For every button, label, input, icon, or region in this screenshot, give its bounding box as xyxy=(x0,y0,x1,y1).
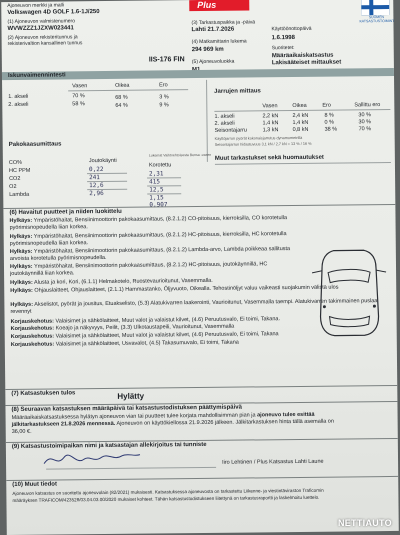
exhaust-idle-value: 241 xyxy=(89,174,100,181)
brake-row-label: 1. akseli xyxy=(214,114,234,120)
other-checks-title: Muut tarkastukset sekä huomautukset xyxy=(215,155,324,162)
flag-caption: SUOMEN KATSASTUSTOIMINTA xyxy=(359,15,393,23)
shock-cell: 70 % xyxy=(72,93,85,99)
registration-label: (2) Ajoneuvon rekisteritunnus ja xyxy=(8,34,78,41)
defect-kind: Korjauskehotus: xyxy=(11,342,54,348)
defect-kind: Hylkäys: xyxy=(10,249,33,255)
signature-title: (9) Katsastustoimipaikan nimi ja katsastajan allekirjoitus tai tunniste xyxy=(12,442,207,450)
inspection-certificate xyxy=(1,0,399,535)
other-info-title: (10) Muut tiedot xyxy=(12,482,57,488)
exhaust-raised-value: 1,15 xyxy=(149,194,164,201)
next-inspection-title: (8) Seuraavan katsastuksen määräpäivä tai katsastustodistuksen päättymispäivä xyxy=(11,405,242,413)
brake-cell: 0,8 kN xyxy=(293,127,309,133)
shock-header-left: Vasen xyxy=(72,83,87,89)
brake-cell: 8 % xyxy=(324,113,334,119)
shock-cell: 9 % xyxy=(159,102,169,108)
exhaust-raised-value: 0,907 xyxy=(149,201,167,208)
brake-cell: 38 % xyxy=(325,127,338,133)
finland-flag-icon xyxy=(361,0,389,15)
other-info-text-1: Ajoneuvon katsastus on suoritettu ajoneuvolain (82/2021) mukaisesti. Katsastuksessa ajoneuvosta on tarkastettu Liikenne- ja viestintäviraston Traficomin xyxy=(12,488,323,496)
exhaust-note: Lukemat Vaihtoehtoisesta Bensa -vasen xyxy=(149,153,211,158)
brake-cell: 30 % xyxy=(358,112,371,118)
first-use-value: 1.6.1998 xyxy=(272,35,295,41)
shock-cell: 68 % xyxy=(115,95,128,101)
make-model-label: Ajoneuvon merkki ja malli xyxy=(7,2,64,9)
exhaust-title: Pakokaasumittaus xyxy=(9,141,62,148)
performed-value-2: Lakisääteiset mittaukset xyxy=(272,60,341,67)
exhaust-idle-value: 2,96 xyxy=(89,190,104,197)
exhaust-raised-value: 415 xyxy=(149,178,160,185)
vehicle-class-label: (5) Ajoneuvoluokka xyxy=(192,59,235,65)
defect-text: Valaisimet ja sähkölaitteet, Usvavalot, (4.5) Takasumuvalo, Ei toimi, Takana xyxy=(56,340,239,348)
exhaust-raised-value: 2,31 xyxy=(149,170,164,177)
next-inspection-text-1: Määräaikaiskatsastuksessa hylätyn ajoneuvon vian tai puutteet tulee korjata mahdollisimman pian ja xyxy=(12,412,256,421)
brake-cell: 30 % xyxy=(358,119,371,125)
exhaust-idle-value: 0,22 xyxy=(89,166,104,173)
car-outline-icon xyxy=(304,246,397,344)
exhaust-raised-value: 12,5 xyxy=(149,186,164,193)
inspection-place-label: (3) Tarkastuspaikka ja -päivä xyxy=(191,19,255,26)
shock-header-right: Oikea xyxy=(115,83,129,89)
brake-row-label: 2. akseli xyxy=(214,121,234,127)
defects-title: (6) Havaitut puutteet ja niiden luokittelu xyxy=(9,209,121,216)
nettiauto-watermark: NETTIAUTO xyxy=(338,518,392,528)
defect-text: Ympäristöhaitat, Bensiinimoottorin pakokaasumittaus, (8.2.1.2) CO-pitoisuus, kierroksilla, CO korotetulla pyörimisnopeudella liian korkea. xyxy=(10,215,287,231)
brake-cell: 1,3 kN xyxy=(263,127,279,133)
exhaust-row-label: CO% xyxy=(9,160,22,166)
defect-item xyxy=(10,261,300,278)
inspector-name: Iiro Lehtinen / Plus Katsastus Lahti Laune xyxy=(222,459,324,466)
defect-text: Ohjauslaitteet, Ohjauslaitteet, (2.1.1) Hammastanko, Öljyvuoto, Oikealla. Tehostinöljyt valuu vaikeasti suojakumin välistä ulos xyxy=(34,285,338,294)
defect-kind: Hylkäys: xyxy=(10,280,33,286)
brakes-note-1: Käyttöjarrun pyörät kokonaisjarrutus dynamometrillä xyxy=(215,136,303,141)
make-model-value: Volkswagen 4D GOLF 1.6-1J/250 xyxy=(7,9,99,16)
shock-header-diff: Ero xyxy=(159,82,168,88)
defect-text: Ympäristöhaitat, Bensiinimoottorin pakokaasumittaus, (8.2.1.2) Lambda-arvo, Lambda poikkeaa sallitusta arvoista korotetulla pyörimisnopeudella. xyxy=(10,246,290,262)
shock-cell: 58 % xyxy=(72,101,85,107)
defect-kind: Hylkäys: xyxy=(10,264,33,270)
defect-kind: Korjauskehotus: xyxy=(11,326,54,332)
brake-cell: 1,4 kN xyxy=(292,120,308,126)
exhaust-col-raised: Korotettu xyxy=(149,162,171,168)
shock-row-label: 1. akseli xyxy=(8,94,28,100)
result-title: (7) Katsastuksen tulos xyxy=(11,390,75,397)
registration-value: IIS-176 FIN xyxy=(149,56,185,63)
defect-text: Valaisimet ja sähkölaitteet, Muut valot ja valaistut kilvet, (4.6) Peruutusvalo, Ei toimi, Takana xyxy=(56,331,279,339)
measurements-header xyxy=(2,68,394,80)
inspection-place-value: Lahti 21.7.2026 xyxy=(191,27,234,33)
exhaust-idle-value: 12,6 xyxy=(89,182,104,189)
brakes-header: Ero xyxy=(322,103,331,109)
odometer-value: 294 969 km xyxy=(192,47,224,53)
next-inspection-deadline: jälkitarkastukseen 21.8.2026 mennessä. xyxy=(12,421,116,428)
defect-kind: Korjauskehotus: xyxy=(11,334,54,340)
brake-cell: 2,4 kN xyxy=(292,113,308,119)
brake-cell: 2,2 kN xyxy=(262,113,278,119)
defect-kind: Korjauskehotus: xyxy=(11,319,54,325)
signature-scribble xyxy=(42,447,142,475)
registration-label-2: rekisterivaltion kansallinen tunnus xyxy=(8,40,83,47)
vin-label: (1) Ajoneuvon valmistenumero xyxy=(7,18,75,25)
defect-item xyxy=(9,215,299,232)
shock-row-label: 2. akseli xyxy=(8,102,28,108)
next-inspection-price: 36,00 €. xyxy=(12,429,32,435)
next-inspection-text-2: Ajoneuvon on käyttökiellossa 21.9.2026 jälkeen. Jälkitarkastuksen hinta tällä asemalla on xyxy=(117,419,334,427)
brake-row-label: Seisontajarru xyxy=(215,128,247,134)
exhaust-row-label: HC PPM xyxy=(9,168,30,174)
first-use-label: Käyttöönottopäivä xyxy=(271,26,311,32)
defect-kind: Hylkäys: xyxy=(10,288,33,294)
exhaust-row-label: Lambda xyxy=(9,192,29,198)
exhaust-row-label: O2 xyxy=(9,184,16,190)
other-info-text-2: määräyksen TRAFICOM/423528/03.04.03.00/2020 mukaiset kohteet. Tähän katsastustodistukseen liitettynä on tarkastusraportti ja laskelmoitu luettelo. xyxy=(12,495,319,503)
defect-item xyxy=(10,231,300,248)
defect-text: Akselistot, pyörät ja jousitus, Etuakselisto, (5.3) Alatukivarren laakerointi, Vaurioitunut, Vasemmalla taempi. Alatukivarren takimmainen puslaa revennyt xyxy=(10,298,377,315)
result-value: Hylätty xyxy=(117,392,144,401)
exhaust-col-idle: Joutokäynti xyxy=(89,158,117,164)
shock-test-title: Iskunvaimennintesti xyxy=(8,71,66,80)
defect-kind: Hylkäys: xyxy=(9,218,32,224)
shock-cell: 64 % xyxy=(115,103,128,109)
performed-label: Suoritetet: xyxy=(272,45,295,51)
vin-value: WVWZZZ1JZXW023441 xyxy=(7,25,73,32)
defect-text: Valaisimet ja sähkölaitteet, Muut valot ja valaistut kilvet, (4.6) Peruutusvalo, Ei toimi, Takana. xyxy=(55,316,280,324)
plus-logo: Plus xyxy=(189,0,249,11)
odometer-label: (4) Matkamittarin lukema xyxy=(192,38,247,45)
defect-text: Koeajo ja näkyvyys, Peilit, (3.3) Ulkotaustapeili, Vaurioitunut, Vasemmalla xyxy=(56,324,235,332)
defect-text: Alusta ja kori, Kori, (6.1.1) Helmakotelo, Ruostevaurioitunut, Vasemmalla. xyxy=(34,278,213,286)
defect-item xyxy=(10,246,300,263)
brake-cell: 70 % xyxy=(359,126,372,132)
brake-cell: 0 % xyxy=(324,120,334,126)
defect-kind: Hylkäys: xyxy=(10,302,33,308)
defect-text: Ympäristöhaitat, Bensiinimoottorin pakokaasumittaus, (8.2.1.2) HC-pitoisuus, joutokäynnillä, HC joutokäynnillä liian korkea. xyxy=(10,261,267,276)
brake-cell: 1,4 kN xyxy=(262,120,278,126)
brakes-header: Vasen xyxy=(262,103,277,109)
defect-text: Ympäristöhaitat, Bensiinimoottorin pakokaasumittaus, (8.2.1.2) HC-pitoisuus, kierroksilla, HC korotetulla pyörimisnopeudella liian korkea. xyxy=(10,231,287,247)
brakes-header: Sallittu ero xyxy=(354,102,380,108)
exhaust-row-label: CO2 xyxy=(9,176,20,182)
brakes-header: Oikea xyxy=(292,103,306,109)
brakes-note-2: Seisontajarrun hidastuvuus 3,1 kN / 2,7 kN = 13 % / 16 % xyxy=(215,142,312,147)
performed-value-1: Määräaikaiskatsastus xyxy=(272,53,334,60)
defect-kind: Hylkäys: xyxy=(10,234,33,240)
brakes-title: Jarrujen mittaus xyxy=(214,88,261,94)
next-inspection-text-1b: ajoneuvo tulee esittää xyxy=(257,412,315,419)
shock-cell: 3 % xyxy=(159,94,169,100)
